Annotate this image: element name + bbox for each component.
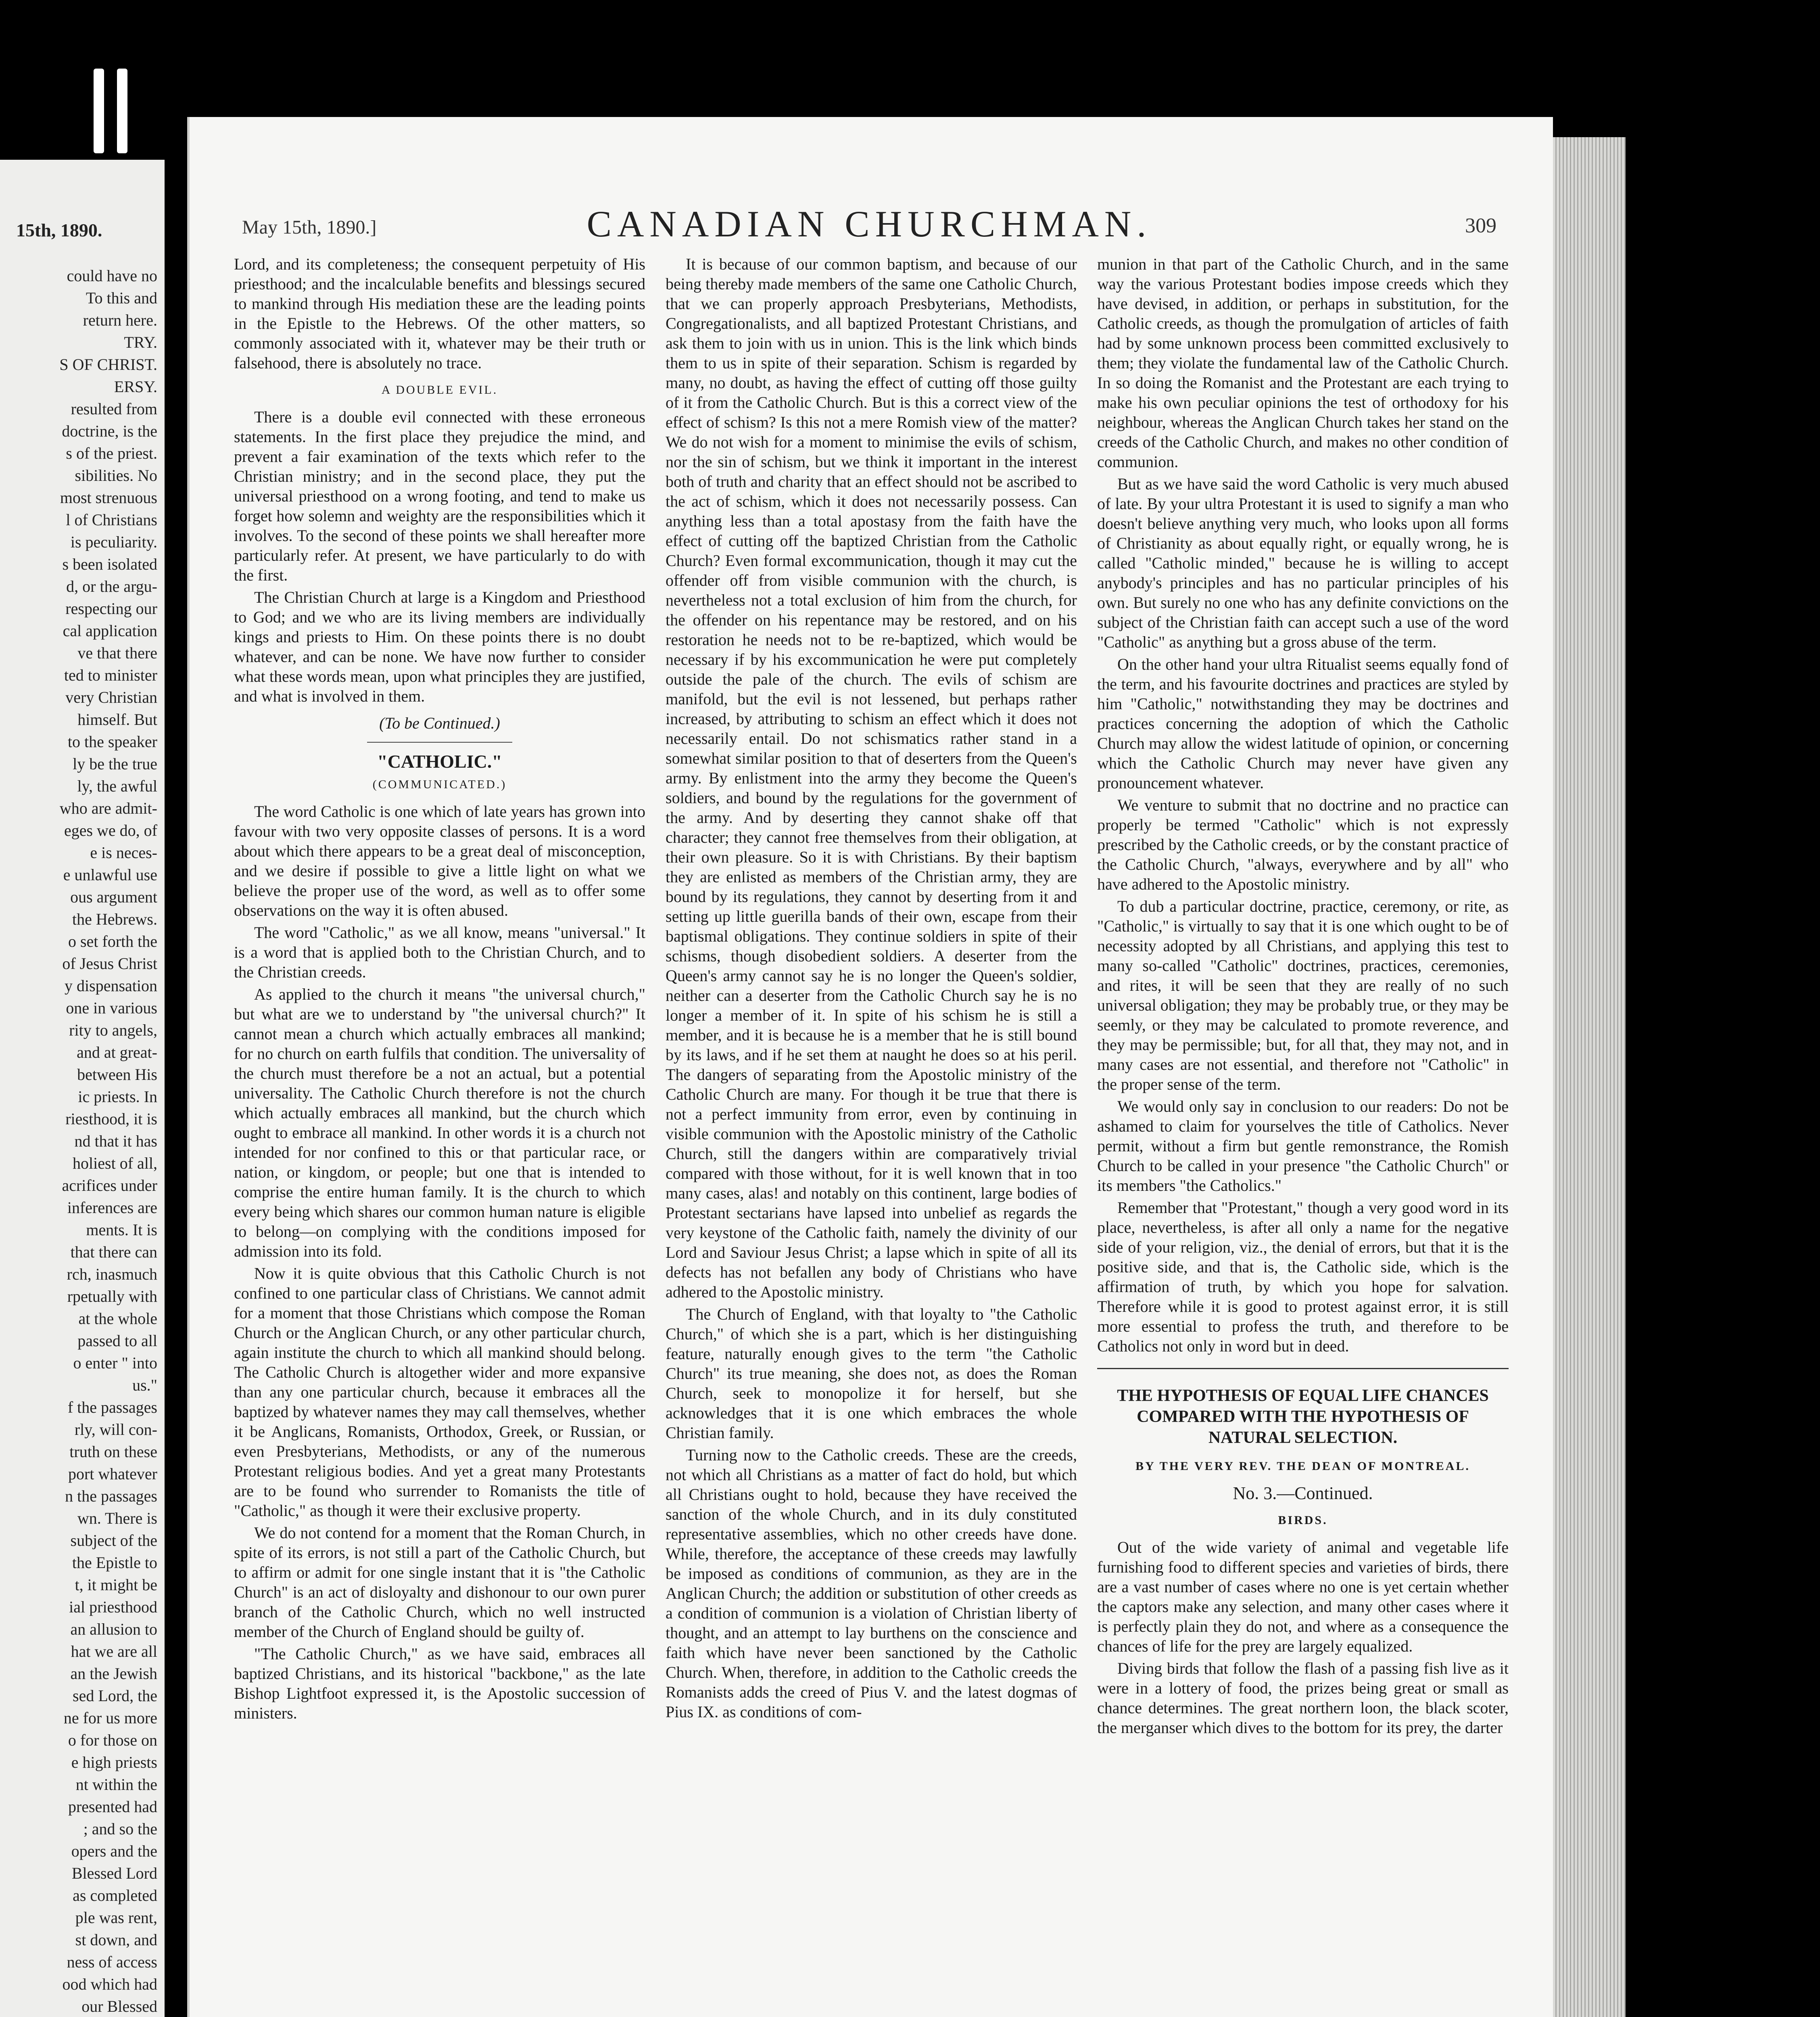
text-fragment: is peculiarity. (70, 533, 157, 551)
text-fragment: the Epistle to (72, 1553, 157, 1572)
section-subheading: BIRDS. (1278, 1514, 1328, 1527)
text-fragment: nt within the (75, 1775, 157, 1794)
registration-mark-top-left-a (94, 69, 104, 153)
text-fragment: one in various (66, 999, 157, 1017)
paragraph: Remember that "Protestant," though a very good word in its place, nevertheless, is after all only a name for the negative side of your religion, viz., the denial of errors, but that it is the positive side, and that is, the Catholic side, which is the affirmation of truth, by which you hope for salvation. Therefore while it is good to protest against error, it is still more essential to profess the truth, and therefore to be Catholics not only in word but in deed. (1097, 1199, 1509, 1355)
paragraph: But as we have said the word Catholic is very much abused of late. By your ultra Protestant it is used to signify a man who doesn't believe anything very much, who looks upon all forms of Christianity as about equally right, or equally wrong, he is called "Catholic minded," because he is willing to accept anybody's principles and has no particular principles of his own. But surely no one who has any definite convictions on the subject of the Christian faith can accept such a use of the word "Catholic" as anything but a gross abuse of the term. (1097, 475, 1509, 651)
text-fragment: between His (77, 1065, 157, 1084)
paragraph: Lord, and its completeness; the consequent perpetuity of His priesthood; and the incalculable benefits and blessings secured to mankind through His mediation these are the leading points in the Epistle to the Hebrews. Of the other matters, so commonly associated with it, whatever may be their truth or falsehood, there is absolutely no trace. (234, 255, 645, 372)
text-fragment: holiest of all, (73, 1154, 157, 1172)
article-byline: BY THE VERY REV. THE DEAN OF MONTREAL. (1135, 1460, 1470, 1473)
text-fragment: ood which had (62, 1975, 157, 1993)
text-fragment: ments. It is (86, 1221, 157, 1239)
text-fragment: at the whole (78, 1309, 157, 1328)
text-fragment: doctrine, is the (62, 422, 157, 440)
text-fragment: himself. But (77, 710, 157, 729)
text-fragment: ness of access (67, 1953, 157, 1971)
text-fragment: ial priesthood (69, 1598, 157, 1616)
text-fragment: st down, and (75, 1931, 157, 1949)
article-title: THE HYPOTHESIS OF EQUAL LIFE CHANCES COMPARED WITH THE HYPOTHESIS OF NATURAL SELECTION. (1117, 1386, 1489, 1447)
text-fragment: subject of the (70, 1531, 157, 1549)
paragraph: munion in that part of the Catholic Church, and in the same way the various Protestant bodies impose creeds which they have devised, in addition, or perhaps in substitution, for the Catholic creeds, as though the promulgation of articles of faith had by some unknown process been committed exclusively to them; they violate the fundamental law of the Catholic Church. In so doing the Romanist and the Protestant are each trying to make his own peculiar opinions the test of orthodoxy for his neighbour, whereas the Anglican Church takes her stand on the creeds of the Catholic Church, and makes no other condition of communion. (1097, 255, 1509, 471)
paragraph: Now it is quite obvious that this Catholic Church is not confined to one particular class of Christians. We cannot admit for a moment that those Christians which compose the Roman Church or the Anglican Church, or any other particular church, again institute the church to which all mankind should belong. The Catholic Church is altogether wider and more expansive than any one particular church, because it embraces all the baptized by whatever names they may call themselves, whether it be Anglicans, Romanists, Orthodox, Greek, or Russian, or even Presbyterians, Methodists, or any of the numerous Protestant religious bodies. And yet a great many Protestants are to be found who surrender to Romanists the title of "Catholic," as though it were their exclusive property. (234, 1264, 645, 1520)
paragraph: The Christian Church at large is a Kingdom and Priesthood to God; and we who are its living members are individually kings and priests to Him. On these points there is no doubt whatever, and can be none. We have now further to consider what these words mean, upon what principles they are justified, and what is involved in them. (234, 588, 645, 705)
text-fragment: acrifices under (62, 1176, 157, 1194)
text-fragment: inferences are (67, 1199, 157, 1217)
paragraph: Turning now to the Catholic creeds. These are the creeds, not which all Christians as a matter of fact do hold, but which all Christians ought to hold, because they have received the sanction of the whole Church, and in its duly constituted representative assemblies, which no other creeds have done. While, therefore, the acceptance of these creeds may lawfully be imposed as conditions of communion, as they are in the Anglican Church; the addition or substitution of other creeds as a condition of communion is a violation of Christian liberty of thought, and an attempt to lay burthens on the conscience and faith which have never been sanctioned by the Catholic Church. When, therefore, in addition to the Catholic creeds the Romanists adds the creed of Pius V. and the latest dogmas of Pius IX. as conditions of com- (666, 1446, 1077, 1721)
article-title: "CATHOLIC." (377, 751, 502, 772)
text-fragment: an the Jewish (70, 1664, 157, 1683)
text-fragment: as completed (73, 1886, 157, 1904)
text-fragment: wn. There is (77, 1509, 157, 1527)
paragraph: To dub a particular doctrine, practice, ceremony, or rite, as "Catholic," is virtually to say that it is one which ought to be of necessity adopted by all Christians, and applying this test to many so-called "Catholic" doctrines, practices, ceremonies, and rites, it will be seen that they are really of no such universal obligation; they may be probably true, or they may be seemly, or they may be calculated to promote reverence, and they may be permissible; but, for all that, they may not, and in many cases are not essential, and therefore not "Catholic" in the proper sense of the term. (1097, 897, 1509, 1093)
text-fragment: nd that it has (74, 1132, 157, 1150)
text-fragment: very Christian (65, 688, 157, 706)
section-subheading: A DOUBLE EVIL. (381, 383, 498, 397)
paragraph: The word Catholic is one which of late years has grown into favour with two very opposite classes of persons. It is a word about which there appears to be a great deal of misconception, and we desire if possible to give a little light on what we believe the proper use of the word, as well as to offer some observations on the way it is often abused. (234, 802, 645, 919)
text-fragment: e unlawful use (63, 866, 157, 884)
left-page-text-fragments (0, 265, 165, 2017)
text-fragment: the Hebrews. (72, 910, 157, 928)
text-fragment: t, it might be (75, 1576, 157, 1594)
text-fragment: and at great- (77, 1043, 157, 1061)
text-fragment: presented had (68, 1798, 157, 1816)
paragraph: The word "Catholic," as we all know, means "universal." It is a word that is applied both to the Christian Church, and to the Christian creeds. (234, 923, 645, 981)
left-facing-page (0, 160, 165, 2017)
text-fragment: S OF CHRIST. (59, 355, 157, 374)
text-fragment: s of the priest. (66, 444, 157, 462)
text-fragment: could have no (67, 267, 157, 285)
text-fragment: f the passages (67, 1398, 157, 1416)
column-3 (1097, 254, 1509, 2017)
paragraph: There is a double evil connected with these erroneous statements. In the first place they prejudice the mind, and prevent a fair examination of the texts which refer to the Christian ministry; and in the second place, they put the universal priesthood on a wrong footing, and tend to make us forget how solemn and weighty are the responsibilities which it involves. To the second of these points we shall hereafter more particularly refer. At present, we have particularly to do with the first. (234, 408, 645, 584)
text-fragment: e is neces- (90, 844, 157, 862)
text-fragment: ous argument (70, 888, 157, 906)
text-fragment: o set forth the (68, 932, 157, 950)
divider (1097, 1368, 1509, 1369)
paragraph: Out of the wide variety of animal and vegetable life furnishing food to different species and varieties of birds, there are a vast number of cases where no one is yet certain whether the captors make any selection, and many other cases where it is perfectly plain they do not, and where as a consequence the chances of life for the prey are largely equalized. (1097, 1538, 1509, 1655)
text-fragment: To this and (86, 289, 157, 307)
text-fragment: Blessed Lord (71, 1864, 157, 1882)
text-fragment: who are admit- (59, 799, 157, 817)
text-fragment: ly be the true (73, 755, 157, 773)
text-fragment: sibilities. No (75, 466, 157, 484)
paragraph: We venture to submit that no doctrine and no practice can properly be termed "Catholic" which is not expressly prescribed by the Catholic creeds, or by the constant practice of the Catholic Church, "always, everywhere and by all" who have adhered to the Apostolic ministry. (1097, 796, 1509, 893)
paragraph: We would only say in conclusion to our readers: Do not be ashamed to claim for yourselves the title of Catholics. Never permit, without a firm but gentle remonstrance, the Romish Church to be called in your presence "the Catholic Church" or its members "the Catholics." (1097, 1097, 1509, 1194)
text-fragment: y dispensation (65, 977, 157, 995)
newspaper-page (190, 117, 1553, 2017)
text-fragment: riesthood, it is (65, 1110, 157, 1128)
text-fragment: our Blessed (81, 1997, 157, 2015)
text-fragment: cal application (63, 622, 157, 640)
registration-mark-top-left-b (117, 69, 127, 153)
paragraph: It is because of our common baptism, and because of our being thereby made members of the same one Catholic Church, that we can properly approach Presbyterians, Methodists, Congregationalists, and all baptized Protestant Christians, and ask them to join with us in union. This is the link which binds them to us in spite of their separation. Schism is regarded by many, no doubt, as having the effect of cutting off those guilty of it from the Catholic Church. But is this a correct view of the effect of schism? Is this not a mere Romish view of the matter? We do not wish for a moment to minimise the evils of schism, nor the sin of schism, but we think it important in the interest both of truth and charity that an effect should not be ascribed to the act of schism, which it does not necessarily possess. Can anything less than a total apostasy from the faith have the effect of cutting off the baptized Christian from the Catholic Church? Even formal excommunication, though it may cut the offender off from visible communion with the church, is nevertheless not a total exclusion of him from the church, for the offender on his repentance may be restored, and on his restoration he needs not to be re-baptized, which would be necessary if by his excommunication he were put completely outside the pale of the church. The evils of schism are manifold, but the evil is not lessened, but perhaps rather increased, by attributing to schism an effect which it does not necessarily entail. Do not schismatics rather stand in a somewhat similar position to that of deserters from the Queen's army. By enlistment into the army they become the Queen's soldiers, and bound by the regulations for the government of the army. And by deserting they cannot shake off that character; they cannot free themselves from their obligation, at their own pleasure. So it is with Christians. By their baptism they are enlisted as members of the Christian army, they are bound by its regulations, they cannot by deserting from it and setting up little guerilla bands of their own, escape from their baptismal obligations. They continue soldiers in spite of their schisms, though disobedient soldiers. A deserter from the Queen's army cannot say he is no longer the Queen's soldier, neither can a deserter from the Catholic Church say he is no longer a member of it. In spite of his schism he is still a member, and it is because he is a member that he is still bound by its laws, and if he set them at naught he does so at his peril. The dangers of separating from the Apostolic ministry of the Catholic Church are many. For though it be true that there is not a perfect immunity from error, even by continuing in visible communion with the Apostolic ministry of the Catholic Church, still the dangers within are comparatively trivial compared with those without, for it is well known that in too many cases, alas! and notably on this continent, large bodies of Protestant sectarians have lapsed into unbelief as regards the very keystone of the Catholic faith, namely the divinity of our Lord and Saviour Jesus Christ; a lapse which in spite of all its defects has not befallen any body of Christians who have adhered to the Apostolic ministry. (666, 255, 1077, 1301)
continued-note: (To be Continued.) (379, 714, 500, 732)
text-fragment: hat we are all (71, 1642, 157, 1660)
text-fragment: ve that there (77, 644, 157, 662)
paragraph: We do not contend for a moment that the Roman Church, in spite of its errors, is not still a part of the Catholic Church, but to affirm or admit for one single instant that it is "the Catholic Church" is an act of disloyalty and dishonour to our own purer branch of the Catholic Church, which no well instructed member of the Church of England should be guilty of. (234, 1524, 645, 1641)
text-fragment: passed to all (77, 1332, 157, 1350)
text-fragment: that there can (70, 1243, 157, 1261)
paragraph: "The Catholic Church," as we have said, embraces all baptized Christians, and its historical "backbone," as the late Bishop Lightfoot expressed it, is the Apostolic succession of ministers. (234, 1645, 645, 1722)
page-number: 309 (1465, 214, 1496, 237)
text-fragment: d, or the argu- (66, 577, 157, 595)
text-fragment: an allusion to (70, 1620, 157, 1638)
text-fragment: ly, the awful (77, 777, 157, 795)
left-page-date: 15th, 1890. (16, 220, 102, 240)
divider (367, 742, 512, 743)
text-fragment: ERSY. (114, 378, 157, 396)
text-fragment: of Jesus Christ (62, 954, 157, 973)
text-fragment: us." (132, 1376, 157, 1394)
text-fragment: s been isolated (62, 555, 157, 573)
text-fragment: TRY. (124, 333, 157, 351)
book-page-edges (1553, 137, 1626, 2017)
column-1 (234, 254, 645, 2017)
text-fragment: truth on these (69, 1443, 157, 1461)
text-fragment: port whatever (68, 1465, 157, 1483)
text-fragment: opers and the (71, 1842, 157, 1860)
text-fragment: ted to minister (64, 666, 157, 684)
paragraph: The Church of England, with that loyalty to "the Catholic Church," of which she is a part, which is her distinguishing feature, naturally enough gives to the term "the Catholic Church" its true meaning, she does not, as does the Roman Church, seek to monopolize it for herself, but she acknowledges that it is one which embraces the whole Christian family. (666, 1305, 1077, 1442)
text-fragment: to the speaker (67, 733, 157, 751)
text-fragment: l of Christians (66, 511, 157, 529)
text-fragment: most strenuous (60, 489, 157, 507)
text-fragment: o enter " into (73, 1354, 157, 1372)
text-fragment: eges we do, of (64, 821, 157, 839)
text-fragment: e high priests (71, 1753, 157, 1771)
article-number: No. 3.—Continued. (1233, 1483, 1373, 1503)
text-fragment: sed Lord, the (73, 1687, 157, 1705)
text-fragment: n the passages (65, 1487, 157, 1505)
text-fragment: respecting our (65, 599, 157, 618)
text-fragment: rpetually with (67, 1287, 157, 1305)
header-date: May 15th, 1890.] (242, 217, 377, 238)
text-fragment: o for those on (68, 1731, 157, 1749)
text-fragment: ple was rent, (75, 1908, 157, 1927)
page-header (242, 198, 1496, 246)
article-subtitle: (COMMUNICATED.) (372, 778, 507, 791)
text-fragment: ic priests. In (78, 1088, 157, 1106)
text-fragment: rity to angels, (69, 1021, 157, 1039)
text-fragment: return here. (83, 311, 157, 329)
text-fragment: ne for us more (63, 1709, 157, 1727)
paragraph: Diving birds that follow the flash of a passing fish live as it were in a lottery of food, the prizes being great or small as chance determines. The great northern loon, the black scoter, the merganser which dives to the bottom for its prey, the darter (1097, 1659, 1509, 1737)
column-2 (666, 254, 1077, 2017)
paragraph: As applied to the church it means "the universal church," but what are we to understand by "the universal church?" It cannot mean a church which actually embraces all mankind; for no church on earth fulfils that condition. The universality of the church must therefore be a not an actual, but a potential universality. The Catholic Church therefore is not the church which actually embraces all mankind, but the church which ought to embrace all mankind. In other words it is a church not intended for nor confined to this or that particular race, or nation, or kingdom, or people; but one that is intended to comprise the entire human family. It is the church to which every being which shares our common human nature is eligible to belong—on complying with the conditions imposed for admission into its fold. (234, 985, 645, 1260)
text-fragment: rly, will con- (74, 1420, 157, 1439)
masthead-title: CANADIAN CHURCHMAN. (586, 203, 1152, 244)
paragraph: On the other hand your ultra Ritualist seems equally fond of the term, and his favourite doctrines and practices are styled by him "Catholic," notwithstanding they may be doctrines and practices concerning the adoption of which the Catholic Church may allow the widest latitude of opinion, or concerning which the Catholic Church may never have given any pronouncement whatever. (1097, 655, 1509, 792)
text-fragment: ; and so the (83, 1820, 157, 1838)
text-fragment: rch, inasmuch (67, 1265, 157, 1283)
text-fragment: resulted from (71, 400, 157, 418)
